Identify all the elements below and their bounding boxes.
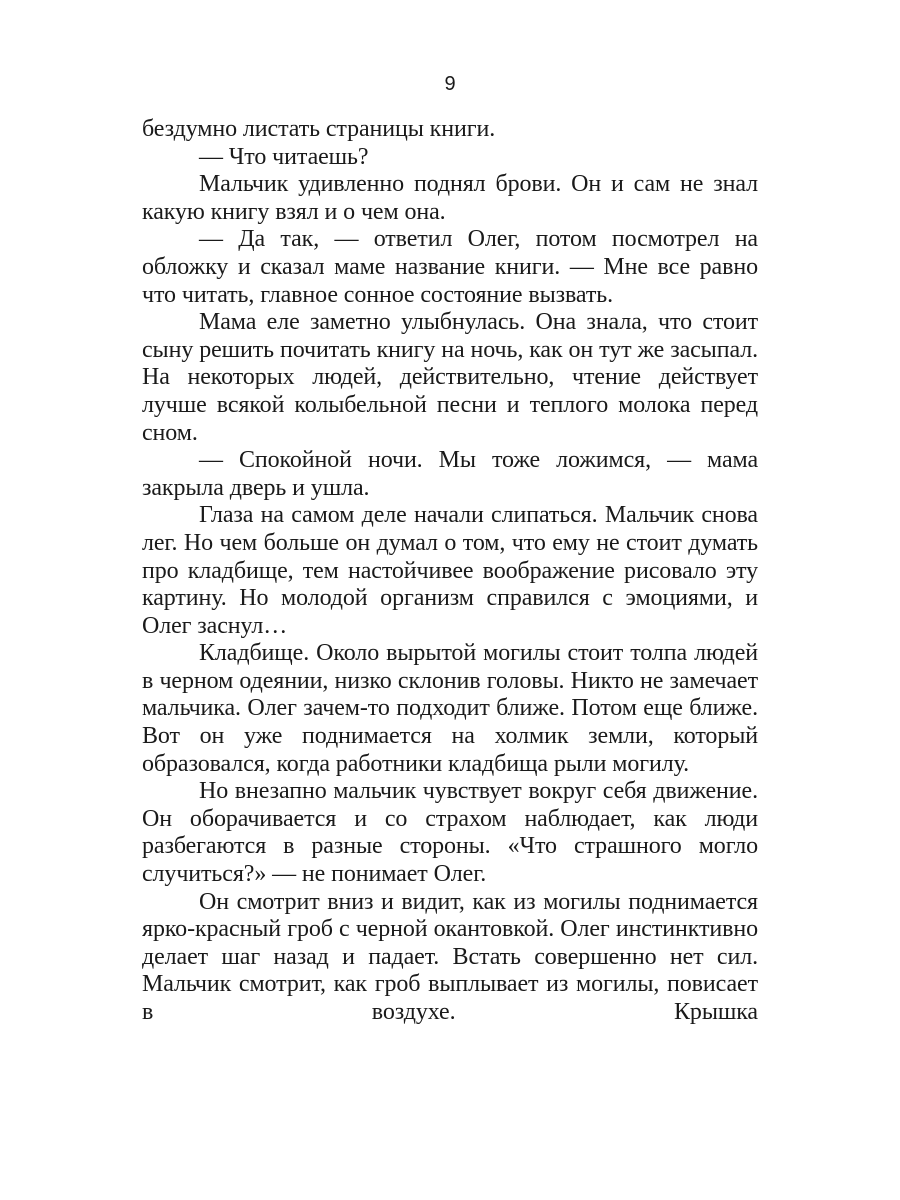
paragraph: бездумно листать страницы книги. <box>142 116 496 142</box>
body-text <box>142 116 758 1027</box>
paragraph: — Что читаешь? <box>199 143 369 170</box>
paragraph: — Спокойной ночи. Мы тоже ложимся, — мама закрыла дверь и ушла. <box>142 447 758 501</box>
paragraph: Кладбище. Около вырытой могилы стоит толпа людей в черном одеянии, низко склонив головы. Никто не замечает мальчика. Олег зачем-то подходит ближе. Потом еще ближе. Вот он уже поднимается на холмик земли, который образовался, когда работники кладбища рыли могилу. <box>142 640 758 777</box>
paragraph: Он смотрит вниз и видит, как из могилы поднимается ярко-красный гроб с черной окантовкой. Олег инстинктивно делает шаг назад и падает. Встать совершенно нет сил. Мальчик смотрит, как гроб выплывает из могилы, повисает в воздухе. Крышка <box>142 888 758 1025</box>
page-number: 9 <box>444 73 456 95</box>
paragraph: Глаза на самом деле начали слипаться. Мальчик снова лег. Но чем больше он думал о том, что ему не стоит думать про кладбище, тем настойчивее воображение рисовало эту картину. Но молодой организм справился с эмоциями, и Олег заснул… <box>142 502 758 639</box>
paragraph: Мальчик удивленно поднял брови. Он и сам не знал какую книгу взял и о чем она. <box>142 171 758 225</box>
paragraph: — Да так, — ответил Олег, потом посмотрел на обложку и сказал маме название книги. — Мне все равно что читать, главное сонное состояние вызвать. <box>142 226 758 308</box>
paragraph: Мама еле заметно улыбнулась. Она знала, что стоит сыну решить почитать книгу на ночь, как он тут же засыпал. На некоторых людей, действительно, чтение действует лучше всякой колыбельной песни и теплого молока перед сном. <box>142 309 758 446</box>
paragraph: Но внезапно мальчик чувствует вокруг себя движение. Он оборачивается и со страхом наблюдает, как люди разбегаются в разные стороны. «Что страшного могло случиться?» — не понимает Олег. <box>142 778 758 888</box>
